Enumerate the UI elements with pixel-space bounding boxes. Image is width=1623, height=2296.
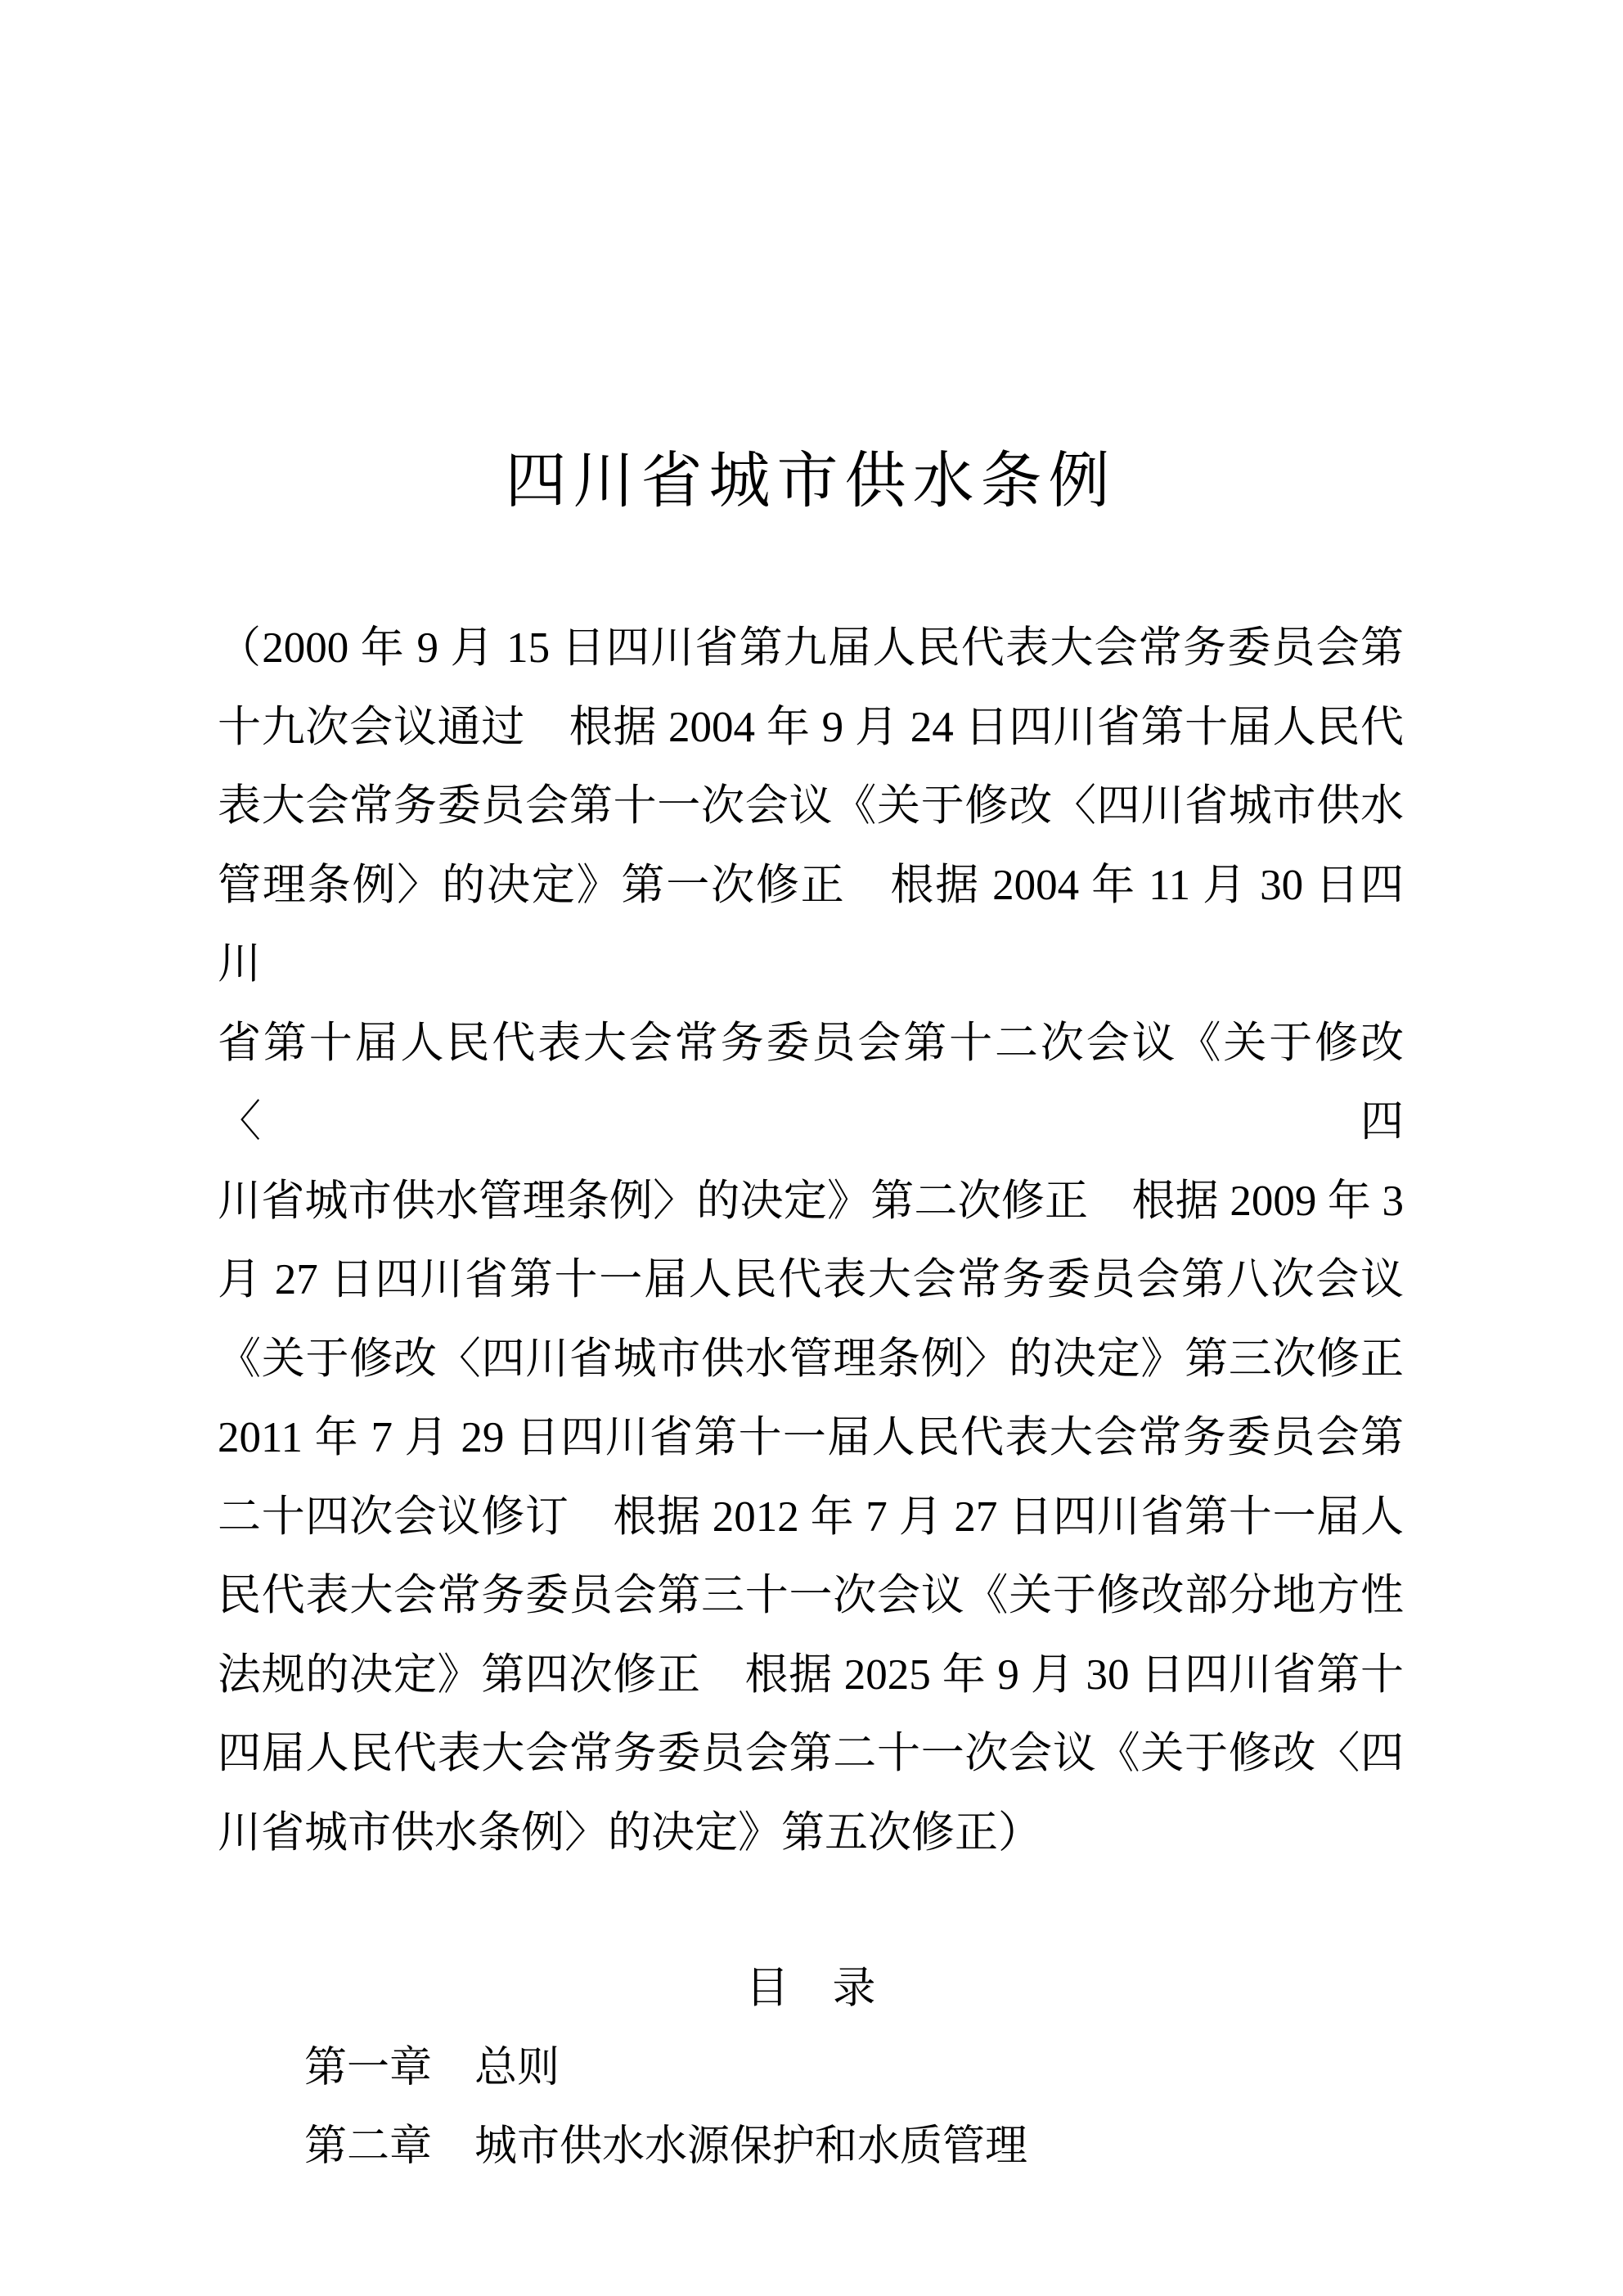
toc-item-title: 总则	[474, 2043, 560, 2091]
toc-heading: 目 录	[745, 1964, 876, 2012]
enactment-note-line: 四届人民代表大会常务委员会第二十一次会议《关于修改〈四	[218, 1730, 1404, 1777]
toc-item	[304, 2028, 1404, 2108]
enactment-note-line: 法规的决定》第四次修正 根据 2025 年 9 月 30 日四川省第十	[218, 1650, 1404, 1699]
enactment-note-line: 十九次会议通过 根据 2004 年 9 月 24 日四川省第十届人民代	[218, 703, 1404, 751]
enactment-note-line: 《关于修改〈四川省城市供水管理条例〉的决定》第三次修正	[218, 1335, 1404, 1383]
toc-item-chapter: 第二章	[304, 2123, 433, 2170]
enactment-note-line: 二十四次会议修订 根据 2012 年 7 月 27 日四川省第十一届人	[218, 1492, 1404, 1541]
table-of-contents	[218, 2028, 1404, 2186]
enactment-note-line: 管理条例〉的决定》第一次修正 根据 2004 年 11 月 30 日四川	[218, 861, 1404, 988]
enactment-note-line: 省第十届人民代表大会常务委员会第十二次会议《关于修改〈四	[218, 1019, 1404, 1146]
toc-item	[304, 2107, 1404, 2186]
document-title: 四川省城市供水条例	[505, 448, 1117, 515]
enactment-note-line: 川省城市供水条例〉的决定》第五次修正）	[218, 1808, 1041, 1857]
enactment-note-line: 2011 年 7 月 29 日四川省第十一届人民代表大会常务委员会第	[218, 1414, 1404, 1461]
enactment-note-line: （2000 年 9 月 15 日四川省第九届人民代表大会常务委员会第	[218, 624, 1404, 672]
enactment-note	[218, 609, 1404, 1872]
enactment-note-line: 川省城市供水管理条例〉的决定》第二次修正 根据 2009 年 3	[218, 1177, 1404, 1225]
toc-item-chapter: 第一章	[304, 2043, 433, 2091]
toc-item-title: 城市供水水源保护和水质管理	[474, 2123, 1028, 2170]
enactment-note-line: 表大会常务委员会第十一次会议《关于修改〈四川省城市供水	[218, 782, 1404, 830]
enactment-note-line: 月 27 日四川省第十一届人民代表大会常务委员会第八次会议	[218, 1256, 1404, 1303]
enactment-note-line: 民代表大会常务委员会第三十一次会议《关于修改部分地方性	[218, 1572, 1404, 1619]
